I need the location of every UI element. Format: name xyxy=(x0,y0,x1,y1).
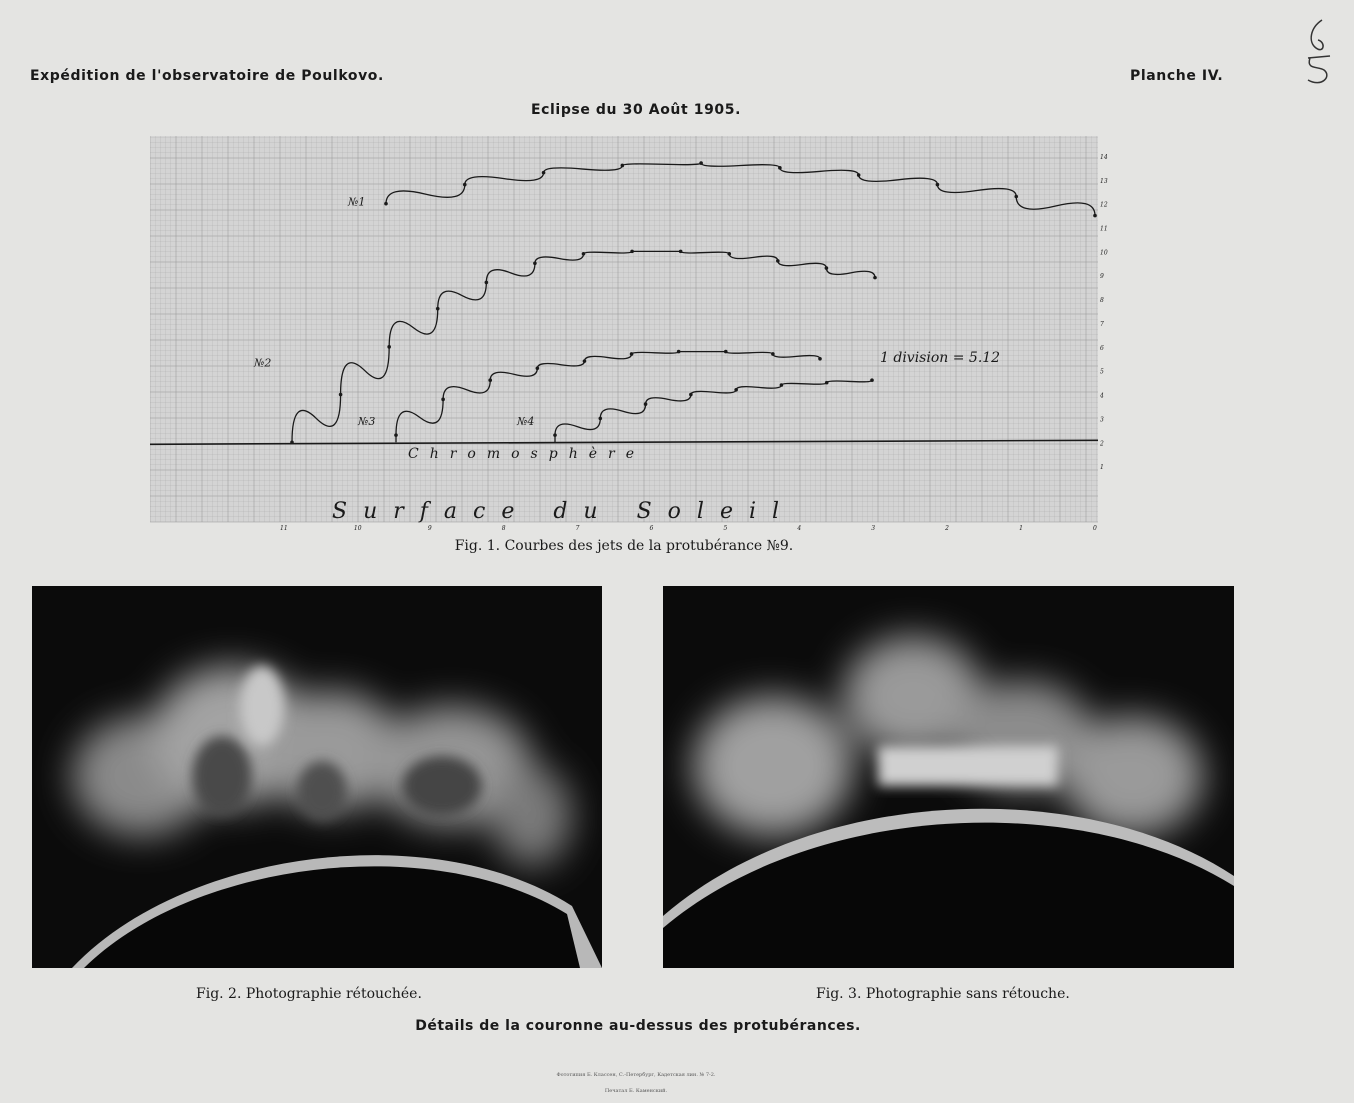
series-point xyxy=(598,417,602,421)
jet-curves-chart xyxy=(150,136,1110,532)
x-tick-label: 3 xyxy=(871,525,876,532)
series-point xyxy=(857,173,861,177)
series-point xyxy=(394,433,398,437)
y-tick-label: 10 xyxy=(1100,249,1108,257)
series-point xyxy=(1014,195,1018,199)
printer-credit: Фототипия Б. Классен, С.-Петербург, Кадетская лин. № 7-2. xyxy=(556,1072,716,1078)
series-point xyxy=(727,252,731,256)
x-tick-label: 4 xyxy=(797,525,802,532)
series-point xyxy=(644,402,648,406)
x-tick-label: 0 xyxy=(1093,525,1097,532)
series-point xyxy=(699,161,703,165)
x-tick-label: 9 xyxy=(427,525,432,532)
plate-header-left: Expédition de l'observatoire de Poulkovo. xyxy=(30,68,384,84)
fig2-caption: Fig. 2. Photographie rétouchée. xyxy=(196,986,422,1002)
y-tick-label: 5 xyxy=(1100,368,1104,376)
series-point xyxy=(441,398,445,402)
series-label: №2 xyxy=(254,356,272,370)
series-point xyxy=(630,250,634,254)
series-point xyxy=(679,250,683,254)
corona-details-caption: Détails de la couronne au-dessus des protubérances. xyxy=(415,1018,861,1034)
fig1-caption: Fig. 1. Courbes des jets de la protubérance №9. xyxy=(454,538,794,554)
y-tick-label: 12 xyxy=(1100,201,1108,209)
chromosphere-label: Chromosphère xyxy=(408,446,645,462)
series-point xyxy=(825,381,829,385)
y-tick-label: 14 xyxy=(1100,153,1108,161)
plate-number: Planche IV. xyxy=(1130,68,1224,84)
y-tick-label: 1 xyxy=(1100,464,1104,472)
series-point xyxy=(553,433,557,437)
x-tick-label: 8 xyxy=(501,525,506,532)
series-point xyxy=(488,378,492,382)
series-point xyxy=(583,359,587,363)
series-point xyxy=(689,393,693,397)
series-point xyxy=(870,378,874,382)
fig2-retouched-photograph xyxy=(32,586,602,968)
series-label: №1 xyxy=(348,195,366,209)
series-point xyxy=(936,183,940,187)
series-point xyxy=(630,352,634,356)
series-label: №3 xyxy=(358,415,376,429)
surface-label: Surface du Soleil xyxy=(332,499,796,524)
x-tick-label: 2 xyxy=(945,525,950,532)
x-tick-label: 1 xyxy=(1019,525,1023,532)
y-tick-label: 9 xyxy=(1100,273,1104,281)
series-point xyxy=(771,352,775,356)
series-point xyxy=(776,259,780,263)
series-point xyxy=(463,183,467,187)
series-point xyxy=(582,252,586,256)
series-point xyxy=(485,281,489,285)
x-tick-label: 5 xyxy=(723,525,728,532)
x-tick-label: 6 xyxy=(649,525,654,532)
series-point xyxy=(1093,214,1097,218)
x-tick-label: 7 xyxy=(575,525,580,532)
fig3-caption: Fig. 3. Photographie sans rétouche. xyxy=(816,986,1070,1002)
series-point xyxy=(387,345,391,349)
y-tick-label: 13 xyxy=(1100,177,1108,185)
series-point xyxy=(621,164,625,168)
y-tick-label: 6 xyxy=(1100,344,1104,352)
x-tick-label: 10 xyxy=(353,525,362,532)
y-tick-label: 8 xyxy=(1100,297,1104,305)
series-point xyxy=(734,388,738,392)
series-point xyxy=(339,393,343,397)
series-point xyxy=(873,276,877,280)
series-point xyxy=(780,383,784,387)
series-point xyxy=(778,166,782,170)
plate-handwritten-mark xyxy=(1300,18,1340,88)
series-point xyxy=(677,350,681,354)
printer-credit-2: Печатал Б. Каменский. xyxy=(604,1088,668,1094)
series-label: №4 xyxy=(517,415,535,429)
scale-note: 1 division = 5.12 xyxy=(880,350,1001,366)
series-point xyxy=(724,350,728,354)
y-tick-label: 4 xyxy=(1100,392,1104,400)
y-tick-label: 11 xyxy=(1100,225,1108,233)
series-point xyxy=(536,367,540,371)
eclipse-title: Eclipse du 30 Août 1905. xyxy=(530,102,742,118)
series-point xyxy=(384,202,388,206)
y-tick-label: 3 xyxy=(1100,416,1104,424)
series-point xyxy=(533,262,537,266)
fig3-unretouched-photograph xyxy=(663,586,1234,968)
y-tick-label: 2 xyxy=(1100,440,1104,448)
y-tick-label: 7 xyxy=(1100,320,1104,328)
series-point xyxy=(825,266,829,270)
series-point xyxy=(818,357,822,361)
x-tick-label: 11 xyxy=(280,525,288,532)
series-point xyxy=(290,440,294,444)
series-point xyxy=(542,171,546,175)
series-point xyxy=(436,307,440,311)
